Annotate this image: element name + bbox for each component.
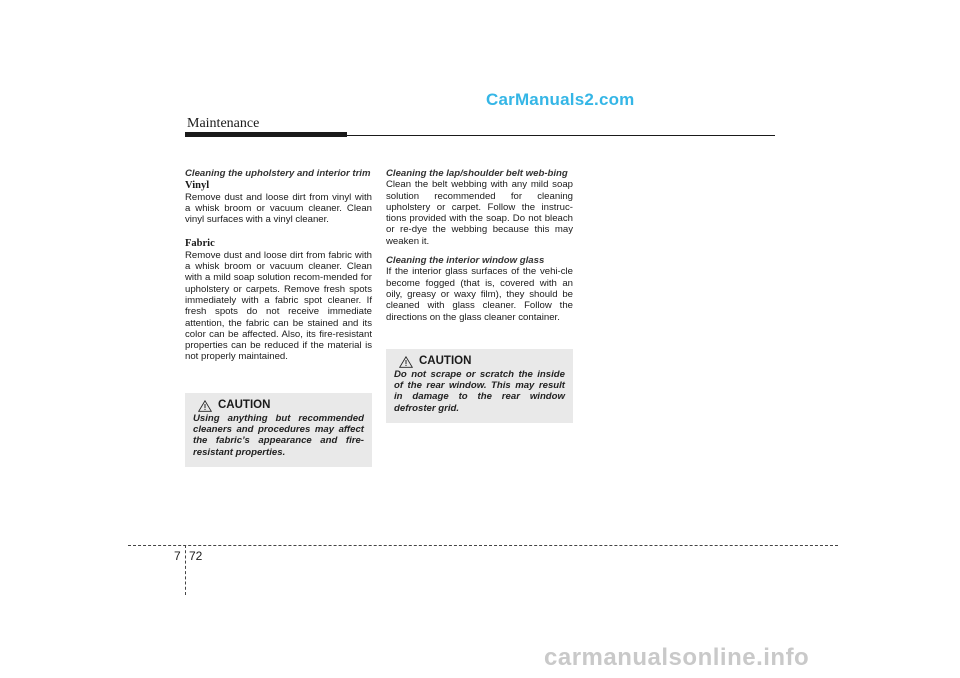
section-heading-glass: Cleaning the interior window glass xyxy=(386,255,545,267)
header-rule-thin xyxy=(347,135,775,136)
footer-dashed-divider xyxy=(185,545,186,595)
caution-box-fabric xyxy=(185,393,372,467)
caution-title: CAUTION xyxy=(218,399,271,412)
watermark-top: CarManuals2.com xyxy=(486,90,635,109)
section-heading-upholstery: Cleaning the upholstery and interior trim xyxy=(185,168,371,179)
page-header-title: Maintenance xyxy=(187,116,260,131)
left-column xyxy=(185,168,372,363)
section-heading-belt: Cleaning the lap/shoulder belt web-bing xyxy=(386,168,568,179)
paragraph-glass: If the interior glass surfaces of the vehi-cle become fogged (that is, covered with an oily, greasy or waxy film), they should be cleaned with glass cleaner. Follow the directions on the glass cleaner container. xyxy=(386,266,573,323)
warning-triangle-icon xyxy=(399,356,413,368)
caution-box-window xyxy=(386,349,573,423)
header-rule-thick xyxy=(185,132,347,137)
watermark-bottom: carmanualsonline.info xyxy=(544,644,810,671)
warning-triangle-icon xyxy=(198,400,212,412)
paragraph-vinyl: Remove dust and loose dirt from vinyl with a whisk broom or vacuum cleaner. Clean vinyl surfaces with a vinyl cleaner. xyxy=(185,191,372,226)
page-number: 72 xyxy=(189,549,203,563)
caution-title: CAUTION xyxy=(419,355,472,368)
caution-text: Do not scrape or scratch the inside of the rear window. This may result in damage to the rear window defroster grid. xyxy=(394,369,565,414)
paragraph-belt: Clean the belt webbing with any mild soap solution recommended for cleaning upholstery or carpet. Follow the instruc-tions provided with the soap. Do not bleach or re-dye the webbing because this may weaken it. xyxy=(386,179,573,247)
chapter-number: 7 xyxy=(174,549,181,563)
footer-dashed-rule xyxy=(128,545,838,546)
caution-text: Using anything but recommended cleaners and procedures may affect the fabric’s appearance and fire-resistant properties. xyxy=(193,413,364,458)
paragraph-fabric: Remove dust and loose dirt from fabric with a whisk broom or vacuum cleaner. Clean with a mild soap solution recom-mended for upholstery or carpets. Remove fresh spots immediately with a fabric spot cleaner. If fresh spots do not receive immediate attention, the fabric can be stained and its color can be affected. Also, its fire-resistant properties can be reduced if the material is not properly maintained. xyxy=(185,249,372,363)
right-column xyxy=(386,168,573,323)
subheading-fabric: Fabric xyxy=(185,238,215,250)
subheading-vinyl: Vinyl xyxy=(185,180,210,192)
